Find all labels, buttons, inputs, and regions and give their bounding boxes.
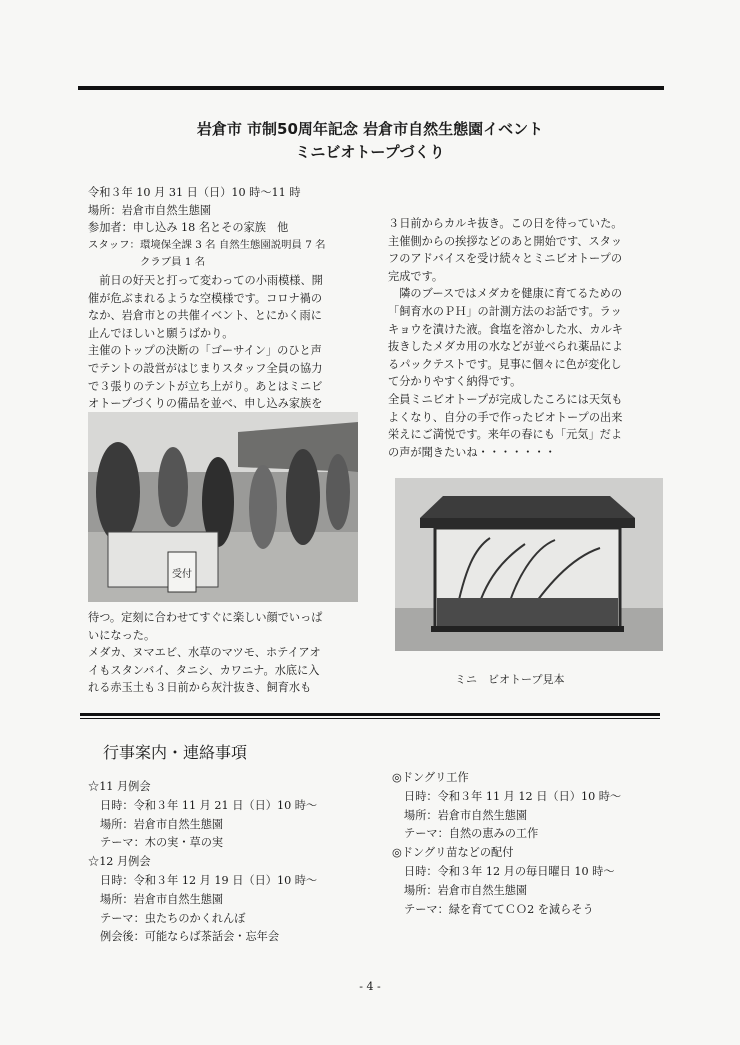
events-left-column [88, 778, 317, 947]
text-line: て分かりやすく納得です。 [388, 375, 522, 389]
text-line: なか、岩倉市との共催イベント、とにかく雨に [88, 309, 322, 323]
text-line: クラブ員 1 名 [88, 256, 206, 269]
event-detail: 場所：岩倉市自然生態園 [100, 892, 224, 906]
events-right-column [392, 769, 621, 919]
article-left-column [88, 184, 378, 413]
biotope-photo [395, 478, 663, 651]
text-line: フのアドバイスを受け続々とミニビオトープの [388, 252, 623, 266]
page-subtitle: ミニビオトープづくり [295, 143, 445, 161]
section-rule [80, 713, 660, 716]
text-line: の声が聞きたいね・・・・・・・ [388, 445, 556, 459]
text-line: いになった。 [88, 628, 156, 642]
text-line: 栄えにご満悦です。来年の春にも「元気」だよ [388, 428, 623, 442]
text-line: 参加者：申し込み 18 名とその家族 他 [88, 221, 289, 235]
section-rule-thin [80, 718, 660, 719]
text-line: 主催側からの挨拶などのあと開始です、スタッ [388, 234, 623, 248]
text-line: 前日の好天と打って変わっての小雨模様、開 [88, 273, 323, 287]
text-line: 令和３年 10 月 31 日（日）10 時～11 時 [88, 186, 301, 199]
reception-sign-text: 受付 [172, 569, 192, 580]
event-detail: 日時：令和３年 12 月 19 日（日）10 時～ [100, 873, 318, 887]
section-title: 行事案内・連絡事項 [103, 743, 248, 762]
text-line: れる赤玉土も３日前から灰汁抜き、飼育水も [88, 681, 312, 695]
text-line: 完成です。 [388, 269, 444, 283]
photo-caption: ミニ ビオトープ見本 [455, 673, 565, 686]
event-detail: テーマ：虫たちのかくれんぼ [100, 911, 246, 925]
text-line: 場所：岩倉市自然生態園 [88, 203, 212, 217]
text-line: で３張りのテントが立ち上がり。あとはミニビ [88, 379, 323, 393]
text-line: 全員ミニビオトープが完成したころには天気も [388, 392, 623, 406]
event-detail: 例会後：可能ならば茶話会・忘年会 [100, 930, 280, 944]
text-line: でテントの設営がはじまりスタッフ全員の協力 [88, 361, 323, 375]
event-detail: テーマ：自然の恵みの工作 [404, 827, 539, 841]
text-line: よくなり、自分の手で作ったビオトープの出来 [388, 410, 623, 424]
event-detail: 日時：令和３年 11 月 12 日（日）10 時～ [404, 789, 622, 803]
text-line: 抜きしたメダカ用の水などが並べられ薬品によ [388, 340, 623, 354]
text-line: 主催のトップの決断の「ゴーサイン」のひと声 [88, 344, 322, 358]
text-line: 止んでほしいと願うばかり。 [88, 326, 234, 340]
top-rule [78, 86, 664, 90]
text-line: 「飼育水のＰＨ」の計測方法のお話です。ラッ [388, 304, 622, 318]
event-detail: 日時：令和３年 11 月 21 日（日）10 時～ [100, 798, 318, 812]
text-line: メダカ、ヌマエビ、水草のマツモ、ホテイアオ [88, 646, 321, 660]
page-number: - 4 - [359, 980, 381, 993]
event-detail: 場所：岩倉市自然生態園 [100, 817, 224, 831]
text-line: るパックテストです。見事に個々に色が変化し [388, 357, 622, 371]
event-heading: ◎ドングリ苗などの配付 [392, 846, 514, 860]
event-heading: ☆12 月例会 [88, 855, 151, 869]
article-left-bottom [88, 609, 378, 697]
text-line: スタッフ：環境保全課 3 名 自然生態園説明員 7 名 [88, 238, 326, 251]
event-heading: ☆11 月例会 [88, 780, 151, 793]
event-detail: テーマ：緑を育ててＣＯ2 を減らそう [404, 902, 594, 916]
text-line: 隣のブースではメダカを健康に育てるための [388, 287, 623, 301]
text-line: キョウを漬けた液。食塩を溶かした水、カルキ [388, 322, 623, 336]
page-title: 岩倉市 市制50周年記念 岩倉市自然生態園イベント [196, 120, 544, 138]
article-right-column [388, 215, 673, 461]
text-line: 催が危ぶまれるような空模様です。コロナ禍の [88, 291, 323, 305]
event-detail: 場所：岩倉市自然生態園 [404, 808, 528, 822]
event-detail: テーマ：木の実・草の実 [100, 836, 224, 850]
text-line: 待つ。定刻に合わせてすぐに楽しい顔でいっぱ [88, 611, 323, 624]
text-line: ３日前からカルキ抜き。この日を待っていた。 [388, 217, 623, 230]
text-line: イもスタンバイ、タニシ、カワニナ。水底に入 [88, 663, 320, 677]
event-detail: 場所：岩倉市自然生態園 [404, 883, 528, 897]
event-photo [88, 412, 358, 602]
event-heading: ◎ドングリ工作 [392, 771, 469, 784]
event-detail: 日時：令和３年 12 月の毎日曜日 10 時～ [404, 864, 615, 878]
text-line: オトープづくりの備品を並べ、申し込み家族を [88, 397, 323, 411]
